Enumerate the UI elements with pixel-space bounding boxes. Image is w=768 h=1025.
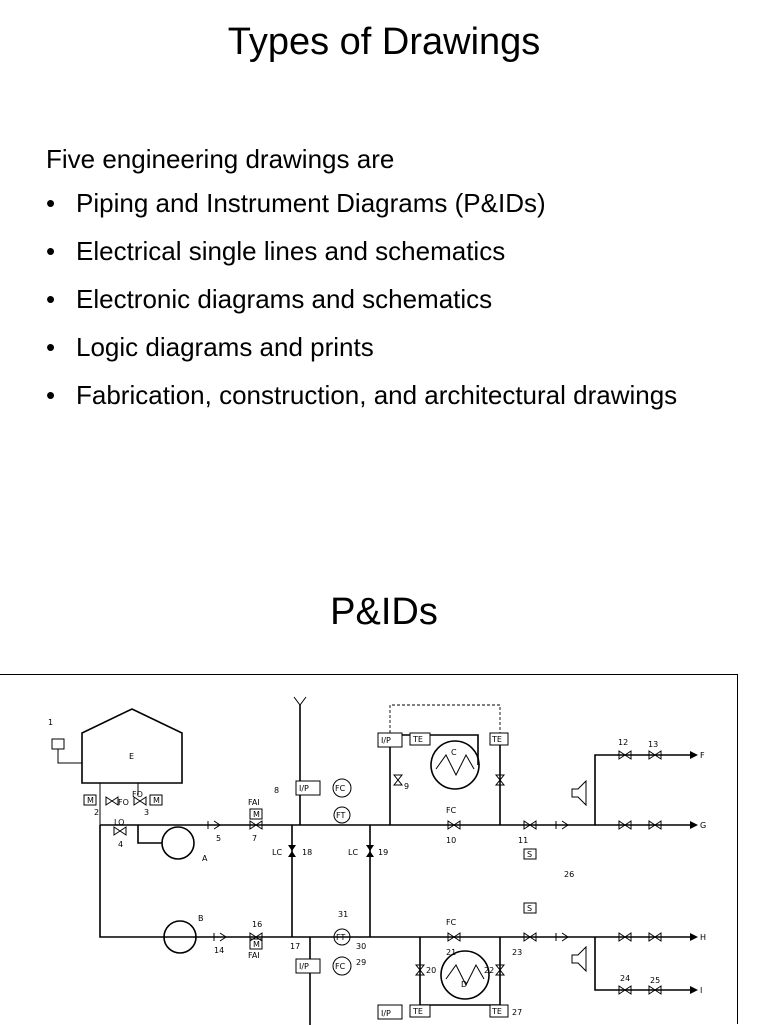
outlet-f-label: F (700, 751, 705, 760)
tag-number: 23 (512, 948, 523, 957)
fo-tag: FO (118, 798, 129, 807)
tank-label: E (129, 752, 135, 761)
tag-number: 4 (118, 840, 124, 849)
tag-number: 9 (404, 782, 410, 791)
bullet-dot: • (46, 380, 56, 410)
tag-number: 5 (216, 834, 222, 843)
s-tag: S (527, 904, 533, 913)
pid-diagram-svg (0, 675, 738, 1025)
tag-number: 11 (518, 836, 529, 845)
bullet-item (46, 236, 726, 266)
exchanger-c-label: C (451, 748, 457, 757)
bullet-dot: • (46, 236, 56, 266)
ft-tag: FT (336, 811, 346, 820)
te-tag: TE (413, 1007, 423, 1016)
slide-title-pids: P&IDs (330, 591, 438, 633)
tag-number: 19 (378, 848, 389, 857)
outlet-h-label: H (700, 933, 707, 942)
bullet-item (46, 380, 726, 410)
bullet-text: Electrical single lines and schematics (76, 236, 506, 266)
te-tag: TE (492, 1007, 502, 1016)
tag-number: 27 (512, 1008, 523, 1017)
slide-title: Types of Drawings (227, 21, 541, 63)
bullet-dot: • (46, 188, 56, 218)
bullet-text: Electronic diagrams and schematics (76, 284, 493, 314)
fc-tag: FC (335, 784, 346, 793)
tag-number: 8 (274, 786, 280, 795)
tag-number: 25 (650, 976, 661, 985)
fc-tag: FC (446, 918, 457, 927)
tag-number: 7 (252, 834, 258, 843)
bullet-dot: • (46, 332, 56, 362)
pid-diagram (0, 674, 738, 1024)
tag-number: 10 (446, 836, 457, 845)
tag-number: 18 (302, 848, 313, 857)
m-tag: M (87, 796, 94, 805)
tag-number: 24 (620, 974, 631, 983)
tag-number: 20 (426, 966, 437, 975)
bullet-text: Piping and Instrument Diagrams (P&IDs) (76, 188, 546, 218)
tag-number: 13 (648, 740, 659, 749)
tag-number: 16 (252, 920, 263, 929)
tag-number: 21 (446, 948, 457, 957)
tag-number: 31 (338, 910, 349, 919)
m-tag: M (253, 810, 260, 819)
bullet-text: Fabrication, construction, and architectural drawings (76, 380, 678, 410)
tag-number: 1 (48, 718, 54, 727)
lo-tag: LO (114, 818, 125, 827)
m-tag: M (153, 796, 160, 805)
tag-number: 2 (94, 808, 100, 817)
tag-number: 17 (290, 942, 301, 951)
fai-tag: FAI (248, 951, 260, 960)
pump-b-label: B (198, 914, 204, 923)
bullet-item (46, 284, 726, 314)
tag-number: 29 (356, 958, 367, 967)
tag-number: 12 (618, 738, 629, 747)
ip-tag: I/P (299, 784, 309, 793)
outlet-g-label: G (700, 821, 707, 830)
tag-number: 30 (356, 942, 367, 951)
ip-tag: I/P (381, 1009, 391, 1018)
fc-tag: FC (446, 806, 457, 815)
ft-tag: FT (336, 933, 346, 942)
bullet-dot: • (46, 284, 56, 314)
fc-tag: FC (335, 962, 346, 971)
ip-tag: I/P (299, 962, 309, 971)
tag-number: 14 (214, 946, 225, 955)
bullet-item (46, 332, 726, 362)
fai-tag: FAI (248, 798, 260, 807)
intro-text: Five engineering drawings are (46, 144, 395, 174)
pump-a-label: A (202, 854, 208, 863)
exchanger-d-label: D (461, 980, 468, 989)
te-tag: TE (492, 735, 502, 744)
s-tag: S (527, 850, 533, 859)
ip-tag: I/P (381, 736, 391, 745)
outlet-i-label: I (700, 986, 703, 995)
tag-number: 3 (144, 808, 150, 817)
te-tag: TE (413, 735, 423, 744)
fo-tag: FO (132, 790, 143, 799)
tag-number: 22 (484, 966, 495, 975)
bullet-text: Logic diagrams and prints (76, 332, 374, 362)
bullet-item (46, 188, 726, 218)
tag-number: 26 (564, 870, 575, 879)
bullet-list (46, 188, 726, 428)
lc-tag: LC (348, 848, 359, 857)
m-tag: M (253, 940, 260, 949)
lc-tag: LC (272, 848, 283, 857)
